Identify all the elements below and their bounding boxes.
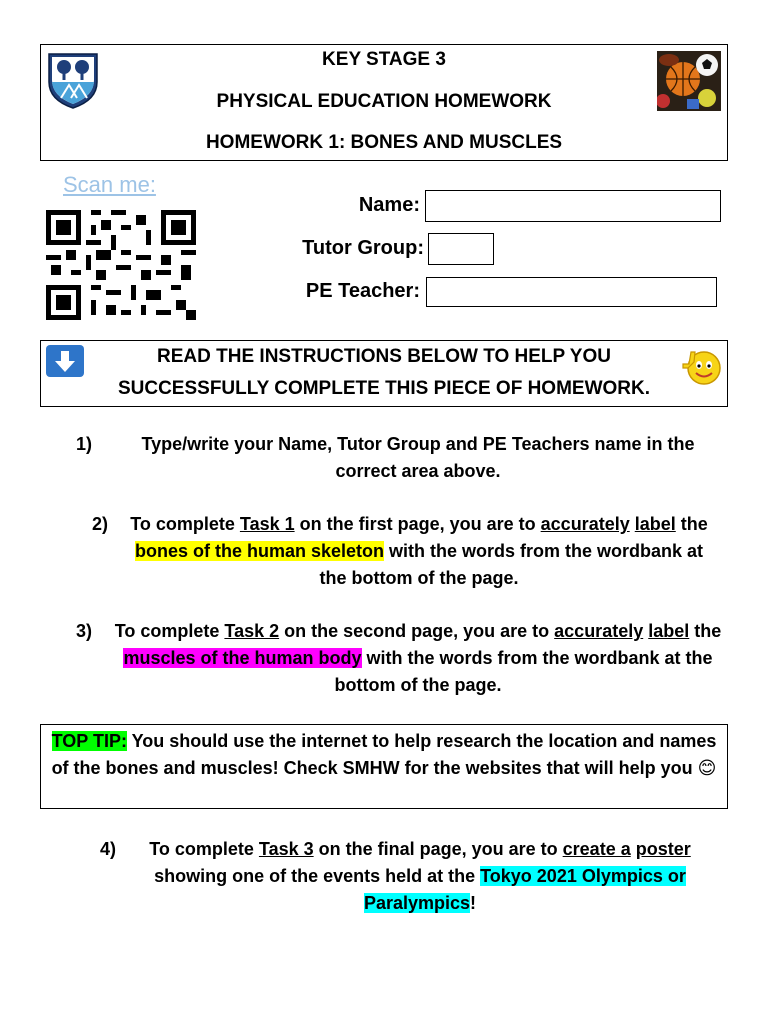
top-tip-text xyxy=(49,728,719,782)
header-title-key-stage: KEY STAGE 3 xyxy=(322,49,446,70)
header-title-homework: HOMEWORK 1: BONES AND MUSCLES xyxy=(205,132,563,153)
pe-teacher-label: PE Teacher: xyxy=(305,280,420,302)
step-2-label-word: label xyxy=(634,514,676,534)
header-title-subject: PHYSICAL EDUCATION HOMEWORK xyxy=(216,91,552,112)
thumbs-up-smiley-icon xyxy=(679,344,723,386)
tutor-group-label: Tutor Group: xyxy=(302,237,424,259)
step-2-intro: To complete xyxy=(130,514,240,534)
step-3-intro: To complete xyxy=(114,621,225,641)
step-4-highlight: Tokyo 2021 Olympics or Paralympics xyxy=(363,866,686,913)
tutor-group-field[interactable] xyxy=(428,233,494,265)
step-2-mid: on the first page, you are to xyxy=(294,514,541,534)
step-4-events: showing one of the events held at the xyxy=(154,866,481,886)
instructions-banner xyxy=(40,340,728,407)
header-box xyxy=(40,44,728,161)
task-3-ref: Task 3 xyxy=(258,839,314,859)
step-1-number: 1) xyxy=(76,434,93,454)
sports-balls-icon xyxy=(657,51,721,111)
step-4-text xyxy=(138,836,702,917)
step-1-text-body: Type/write your Name, Tutor Group and PE Teachers name in the correct area above. xyxy=(141,434,695,481)
step-4-mid: on the final page, you are to xyxy=(313,839,563,859)
task-2-ref: Task 2 xyxy=(224,621,280,641)
name-field[interactable] xyxy=(425,190,721,222)
name-label: Name: xyxy=(358,194,420,216)
step-3-mid: on the second page, you are to xyxy=(279,621,555,641)
step-2-text xyxy=(126,511,712,592)
step-2-end: with the words from the wordbank at the bottom of the page. xyxy=(319,541,704,588)
top-tip-body: You should use the internet to help research the location and names of the bones and muscles! Check SMHW for the websites that will help you xyxy=(51,731,717,778)
step-1-text xyxy=(112,431,724,485)
pe-teacher-field[interactable] xyxy=(426,277,717,307)
step-4-intro: To complete xyxy=(149,839,259,859)
instructions-line-2: SUCCESSFULLY COMPLETE THIS PIECE OF HOMEWORK. xyxy=(117,378,651,399)
smiley-emoji-icon: 😊 xyxy=(697,758,717,779)
step-3-end: with the words from the wordbank at the bottom of the page. xyxy=(334,648,713,695)
step-3-the: the xyxy=(689,621,722,641)
step-4-end: ! xyxy=(470,893,477,913)
step-3-highlight: muscles of the human body xyxy=(123,648,362,668)
scan-me-link[interactable]: Scan me: xyxy=(63,172,156,197)
step-3-accurately: accurately xyxy=(554,621,644,641)
top-tip-label: TOP TIP: xyxy=(51,731,127,751)
step-4-create-a: create a xyxy=(562,839,631,859)
step-2-the: the xyxy=(675,514,708,534)
top-tip-box xyxy=(40,724,728,809)
task-1-ref: Task 1 xyxy=(239,514,295,534)
step-2-highlight: bones of the human skeleton xyxy=(134,541,384,561)
qr-code-icon[interactable] xyxy=(46,210,196,320)
step-3-number: 3) xyxy=(76,621,93,641)
step-3-label-word: label xyxy=(648,621,690,641)
step-2-number: 2) xyxy=(92,514,109,534)
step-4-poster: poster xyxy=(635,839,691,859)
step-3-text xyxy=(112,618,724,699)
step-4-number: 4) xyxy=(100,839,117,859)
instructions-line-1: READ THE INSTRUCTIONS BELOW TO HELP YOU xyxy=(157,346,611,367)
step-2-accurately: accurately xyxy=(540,514,630,534)
